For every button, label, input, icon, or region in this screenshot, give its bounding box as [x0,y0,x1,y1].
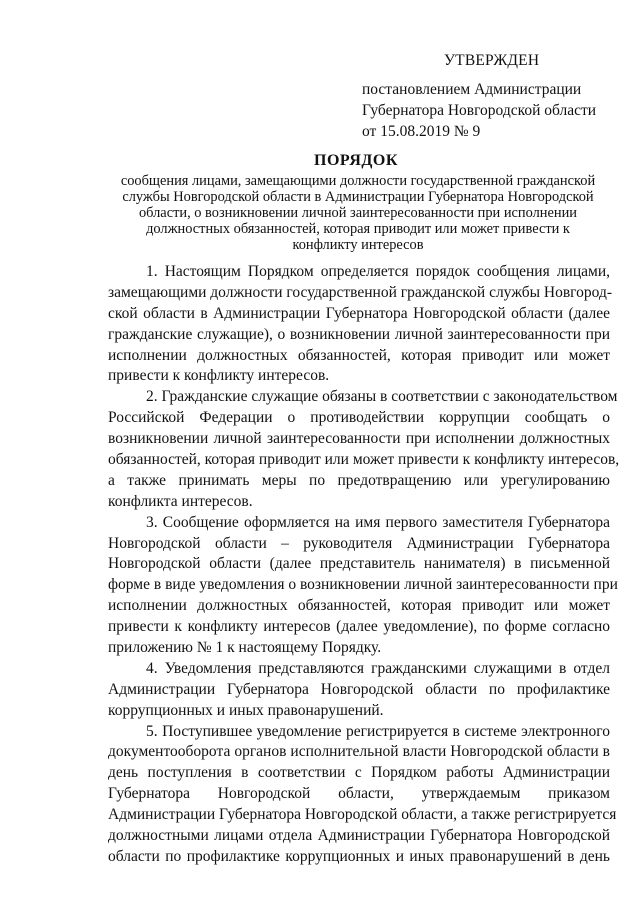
paragraph-5 [108,722,617,868]
paragraph-line: Новгородской области (далее представитель нанимателя) в письменной [108,555,610,573]
paragraph-line: коррупционных и иных правонарушений. [108,701,384,719]
paragraph-line: форме в виде уведомления о возникновении личной заинтересованности при [108,576,618,594]
paragraph-line: Администрации Губернатора Новгородской области по профилактике [108,680,610,698]
subtitle-line: сообщения лицами, замещающими должности государственной гражданской [120,173,596,189]
paragraph-line: 1. Настоящим Порядком определяется порядок сообщения лицами, [146,263,610,280]
paragraph-line: должностными лицами отдела Администрации Губернатора Новгородской [108,827,610,845]
approved-heading: УТВЕРЖДЕН [444,52,540,69]
paragraph-line: документооборота органов исполнительной власти Новгородской области в [108,743,610,761]
paragraph-line: Российской Федерации о противодействии коррупции сообщать о [108,409,610,427]
paragraph-line: ской области в Администрации Губернатора Новгородской области (далее [108,304,610,322]
paragraph-4 [108,659,610,722]
paragraph-line: исполнении должностных обязанностей, которая приводит или может [108,346,610,364]
subtitle-line: должностных обязанностей, которая приводит или может привести к [146,221,570,237]
document-subtitle [108,173,608,253]
paragraph-line: 3. Сообщение оформляется на имя первого заместителя Губернатора [146,513,610,531]
approval-line: Губернатора Новгородской области [362,102,597,119]
paragraph-line: возникновении личной заинтересованности при исполнении должностных [108,430,610,448]
paragraph-line: 2. Гражданские служащие обязаны в соответствии с законодательством [146,388,618,406]
paragraph-line: исполнении должностных обязанностей, которая приводит или может [108,597,610,615]
paragraph-2 [108,387,620,512]
subtitle-line: конфликту интересов [292,237,424,253]
subtitle-line: службы Новгородской области в Администрации Губернатора Новгородской [122,189,594,205]
subtitle-line: области, о возникновении личной заинтересованности при исполнении [138,205,578,221]
paragraph-line: области по профилактике коррупционных и иных правонарушений в день [108,847,610,865]
paragraph-line: Администрации Губернатора Новгородской области, а также регистрируется [108,806,617,824]
paragraph-line: а также принимать меры по предотвращению или урегулированию [108,471,610,489]
approval-stamp [362,50,624,142]
paragraph-line: Губернатора Новгородской области, утверждаемым приказом [108,785,610,803]
paragraph-line: день поступления в соответствии с Порядком работы Администрации [108,764,610,782]
paragraph-1 [108,262,610,387]
paragraph-line: 4. Уведомления представляются гражданскими служащими в отдел [146,659,610,677]
paragraph-line: привести к конфликту интересов (далее уведомление), по форме согласно [108,618,610,636]
approval-line: постановлением Администрации [362,81,582,98]
paragraph-line: обязанностей, которая приводит или может привести к конфликту интересов, [108,451,620,469]
paragraph-line: конфликта интересов. [108,492,253,510]
paragraph-line: приложению № 1 к настоящему Порядку. [108,639,382,657]
paragraph-line: Новгородской области – руководителя Администрации Губернатора [108,534,610,552]
document-body [108,262,620,868]
paragraph-line: 5. Поступившее уведомление регистрируется в системе электронного [146,722,610,740]
paragraph-line: гражданские служащие), о возникновении личной заинтересованности при [108,325,610,343]
paragraph-3 [108,513,618,659]
approval-date-line: от 15.08.2019 № 9 [362,123,481,140]
document-title: ПОРЯДОК [314,152,398,169]
paragraph-line: замещающими должности государственной гражданской службы Новгород- [108,283,612,301]
paragraph-line: привести к конфликту интересов. [108,367,330,385]
